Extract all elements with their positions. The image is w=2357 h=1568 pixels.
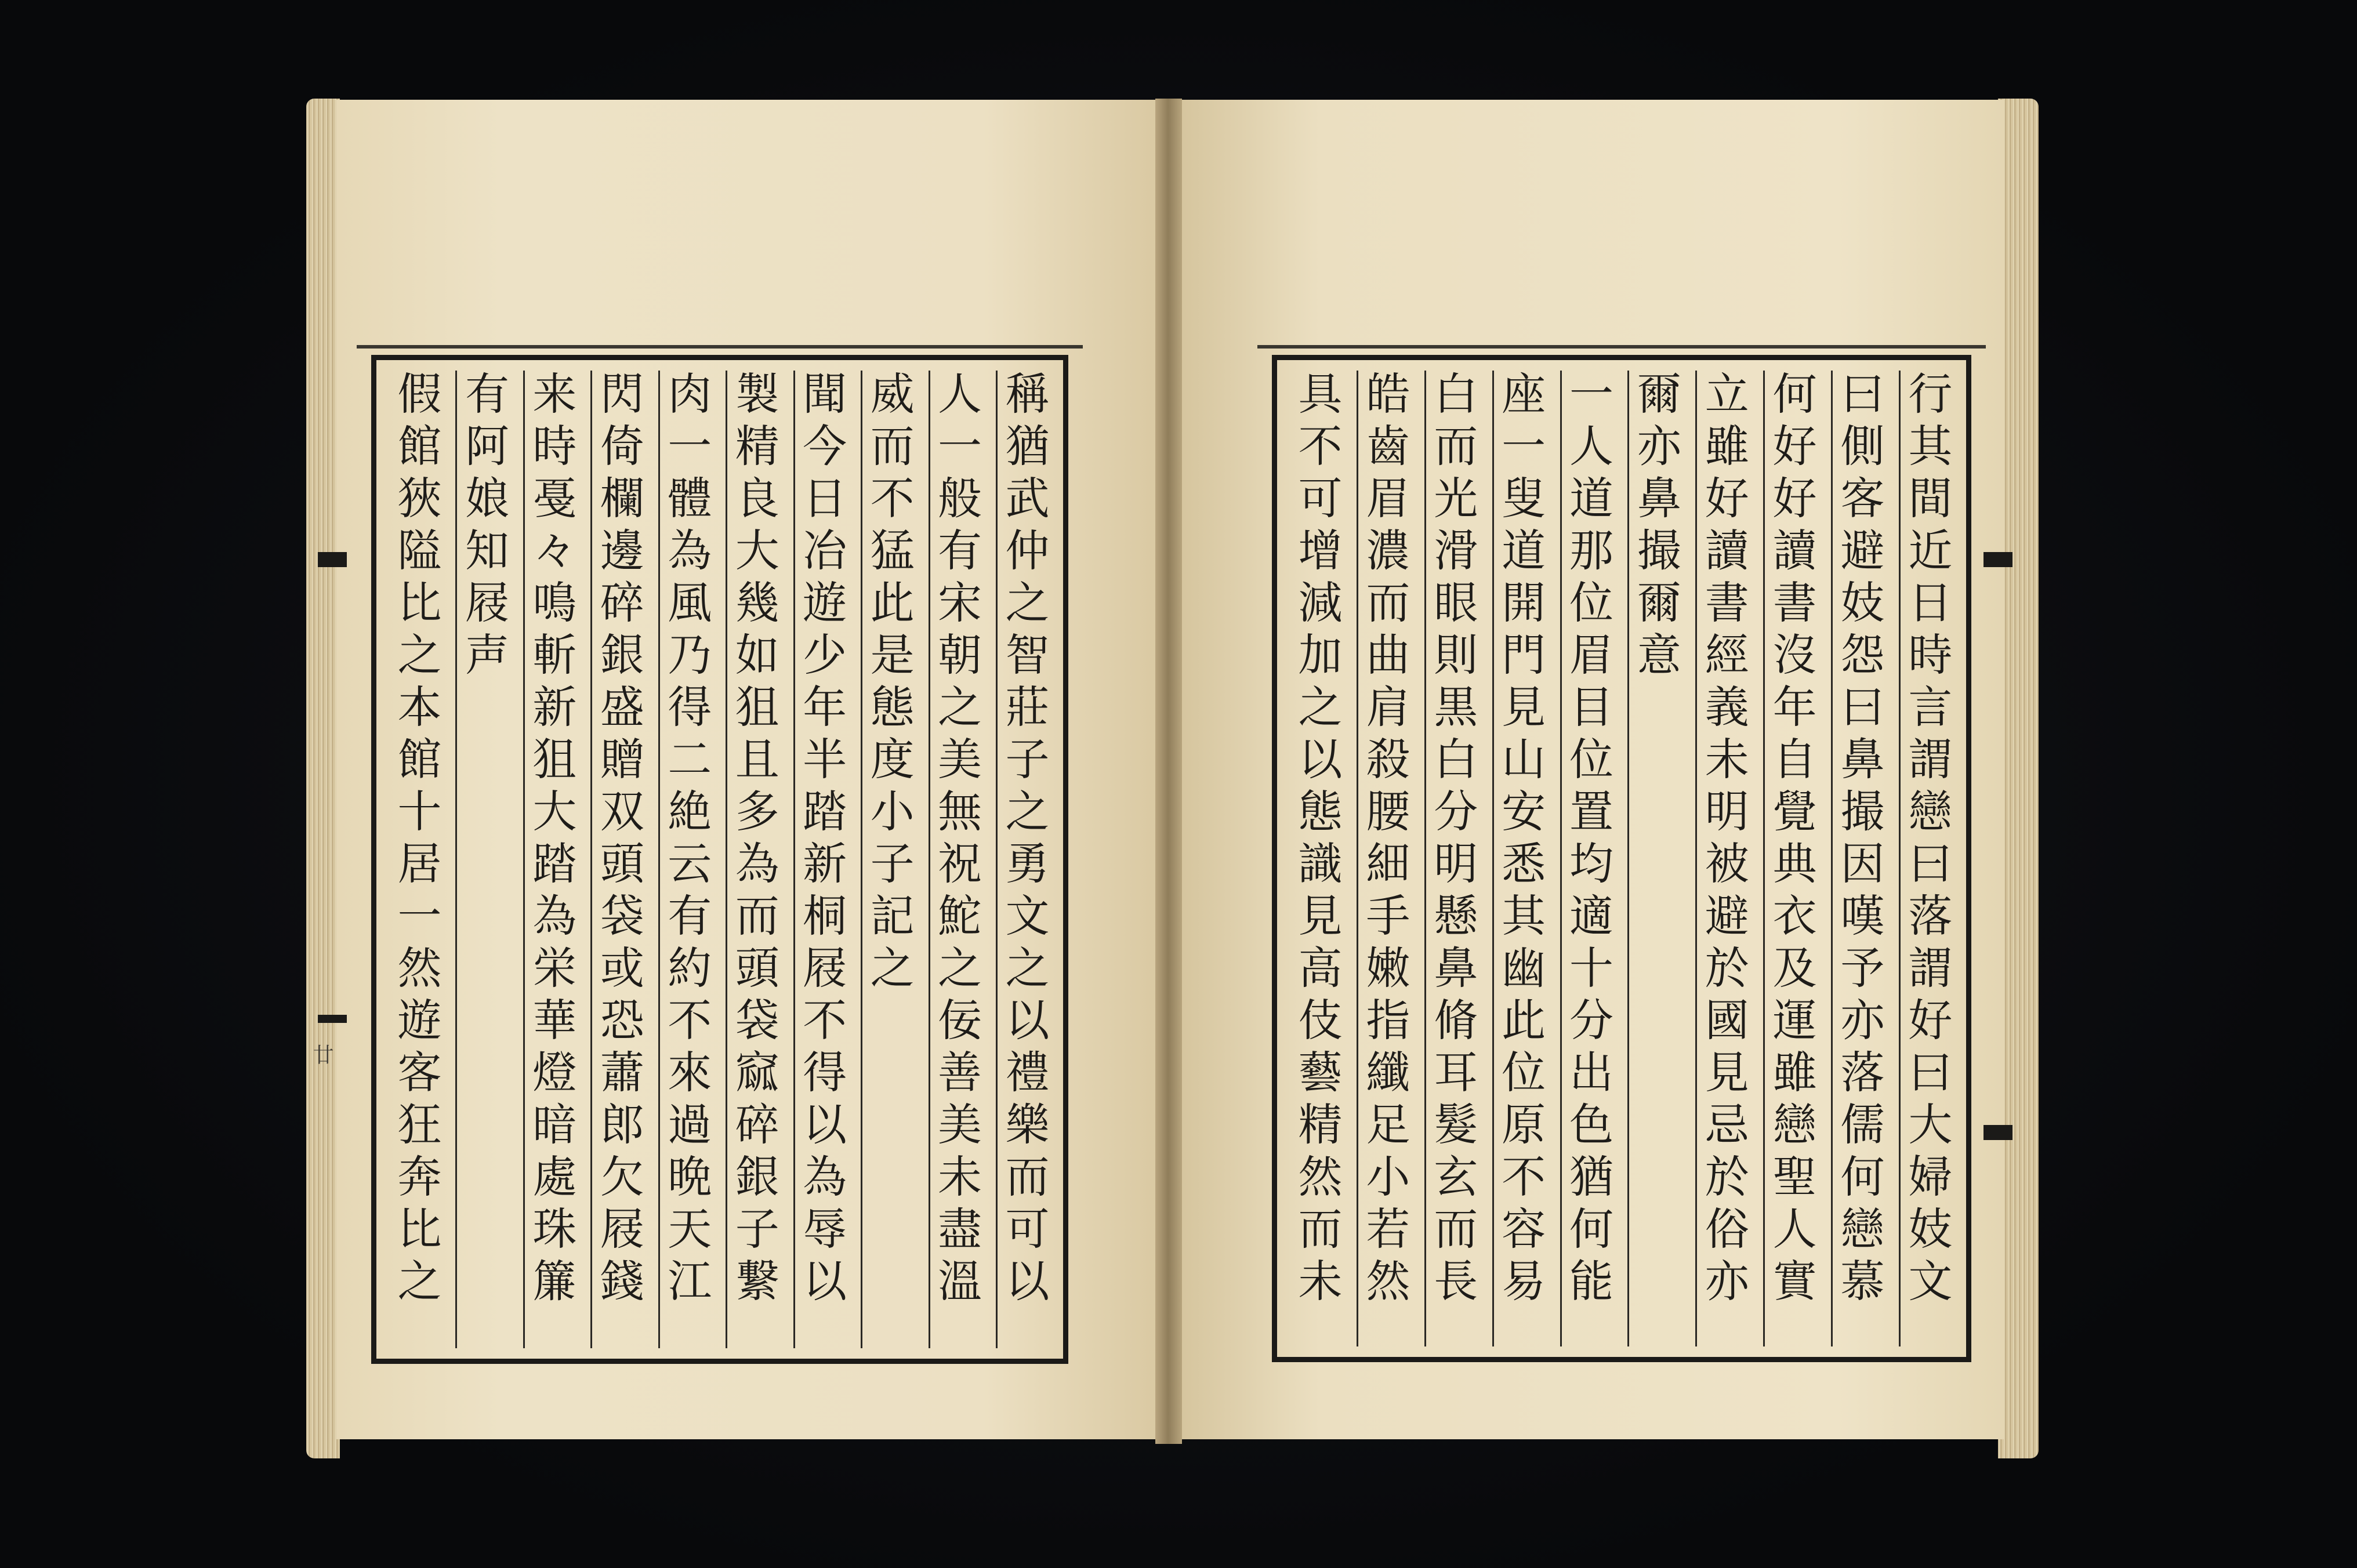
text-column: 有阿娘知屐声 [455, 371, 511, 1348]
text-column: 一人道那位眉目位置均適十分出色猶何能 [1560, 371, 1616, 1346]
right-page-text-block [1272, 355, 1971, 1362]
text-column: 威而不猛此是態度小子記之 [861, 371, 916, 1348]
text-column: 曰側客避妓怨曰鼻撮因嘆予亦落儒何戀慕 [1831, 371, 1887, 1346]
edge-tab-marker [1983, 552, 2012, 567]
left-page-text-block [371, 355, 1068, 1364]
text-column: 立雖好讀書經義未明被避於國見忌於俗亦 [1695, 371, 1751, 1346]
left-page-edges [306, 99, 340, 1458]
edge-tab-marker [318, 552, 347, 567]
text-column: 来時戞々鳴斬新狙大踏為栄華燈暗處珠簾 [523, 371, 579, 1348]
text-column: 人一般有宋朝之美無祝鮀之佞善美未盡溫 [929, 371, 984, 1348]
edge-tab-marker [318, 1015, 347, 1023]
text-column: 座一叟道開門見山安悉其幽此位原不容易 [1492, 371, 1548, 1346]
text-column: 具不可增減加之以態識見高伎藝精然而未 [1291, 371, 1343, 1310]
text-column: 閃倚欄邊碎銀盛贈双頭袋或恐蕭郎欠屐錢 [590, 371, 646, 1348]
text-column: 聞今日冶遊少年半踏新桐屐不得以為辱以 [793, 371, 849, 1348]
text-column: 行其間近日時言謂戀曰落謂好曰大婦妓文 [1899, 371, 1955, 1346]
folio-number: 廿 [310, 1044, 333, 1065]
text-column: 假館狹隘比之本館十居一然遊客狂奔比之 [390, 371, 442, 1310]
text-column: 白而光滑眼則黒白分明懸鼻脩耳髮玄而長 [1424, 371, 1480, 1346]
edge-tab-marker [1983, 1125, 2012, 1140]
text-column: 製精良大幾如狙且多為而頭袋窳碎銀子繋 [726, 371, 781, 1348]
text-column: 肉一體為風乃得二絶云有約不來過晩天江 [658, 371, 714, 1348]
text-column: 爾亦鼻撮爾意 [1627, 371, 1683, 1346]
text-column: 何好好讀書沒年自覺典衣及運雖戀聖人實 [1763, 371, 1819, 1346]
text-column: 稱猶武仲之智莊子之勇文之以禮樂而可以 [996, 371, 1051, 1348]
right-page-edges [1998, 99, 2039, 1458]
text-column: 皓齒眉濃而曲肩殺腰細手嫩指纖足小若然 [1357, 371, 1412, 1346]
book-gutter [1155, 99, 1182, 1444]
